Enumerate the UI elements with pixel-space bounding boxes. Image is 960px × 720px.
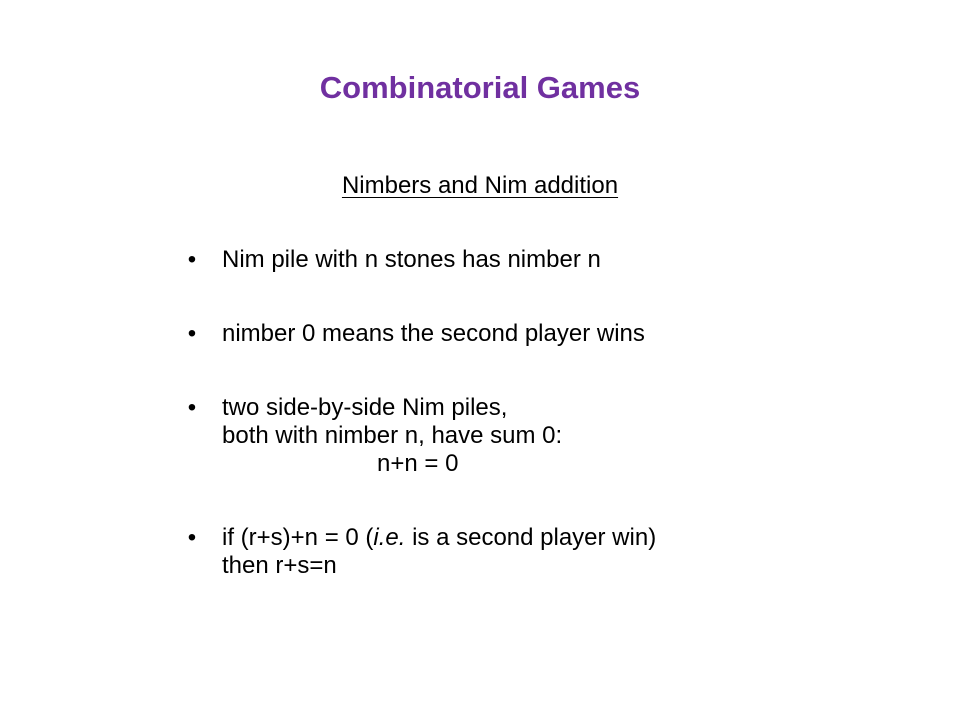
bullet-icon: •	[187, 524, 197, 551]
bullet-text-line-1: two side-by-side Nim piles,	[222, 394, 508, 421]
bullet-icon: •	[187, 320, 197, 347]
slide-title: Combinatorial Games	[319, 70, 641, 105]
bullet-text: Nim pile with n stones has nimber n	[222, 246, 601, 273]
bullet-text-part: if (r+s)+n = 0 (	[222, 524, 374, 551]
equation-line: n+n = 0	[377, 450, 459, 477]
bullet-text: nimber 0 means the second player wins	[222, 320, 645, 347]
bullet-item-3	[186, 394, 906, 478]
bullet-item-1	[186, 246, 906, 274]
bullet-text-line-2: both with nimber n, have sum 0:	[222, 422, 563, 449]
bullet-icon: •	[187, 246, 197, 273]
bullet-item-2	[186, 320, 906, 348]
bullet-item-4	[186, 524, 906, 580]
bullet-text-line-2: then r+s=n	[222, 552, 337, 579]
bullet-text-line-1	[222, 524, 906, 552]
bullet-text-part: is a second player win)	[405, 524, 657, 551]
bullet-list	[186, 246, 906, 580]
bullet-icon: •	[187, 394, 197, 421]
slide-subtitle: Nimbers and Nim addition	[341, 172, 619, 199]
bullet-text-italic: i.e.	[373, 524, 406, 551]
